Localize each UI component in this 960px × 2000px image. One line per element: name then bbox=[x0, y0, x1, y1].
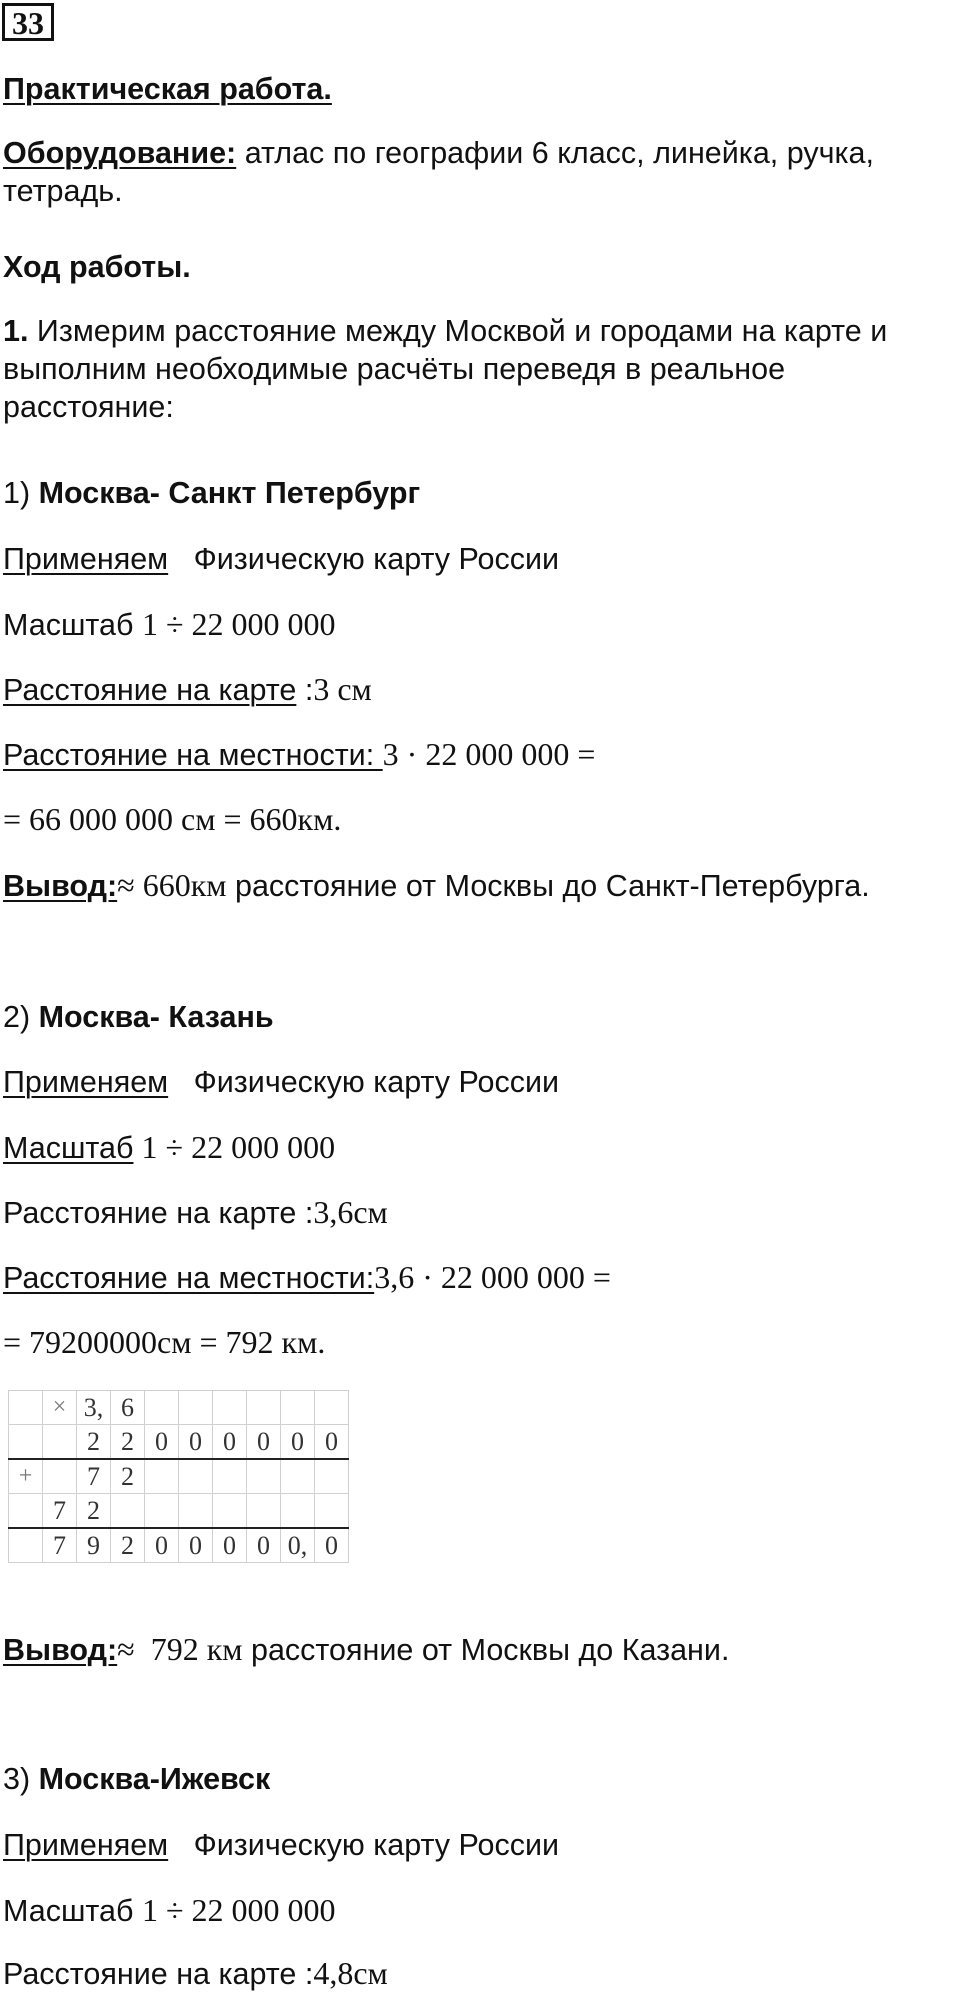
grid-cell bbox=[111, 1494, 145, 1529]
section-2-heading bbox=[3, 998, 954, 1036]
step-1-number: 1. bbox=[3, 314, 29, 348]
grid-cell bbox=[281, 1494, 315, 1529]
grid-cell bbox=[315, 1459, 349, 1494]
ground-distance-value: 3 · 22 000 000 = bbox=[382, 736, 596, 772]
grid-cell bbox=[179, 1459, 213, 1494]
step-1-text: Измерим расстояние между Москвой и городами на карте и выполним необходимые расчёты переведя в реальное расстояние: bbox=[3, 314, 888, 424]
grid-cell: 2 bbox=[77, 1494, 111, 1529]
apply-value: Физическую карту России bbox=[168, 1828, 560, 1862]
grid-cell: 0 bbox=[247, 1528, 281, 1563]
grid-cell: 0 bbox=[213, 1528, 247, 1563]
ground-distance-label: Расстояние на местности: bbox=[3, 1261, 375, 1295]
section-3-scale bbox=[3, 1891, 954, 1930]
section-1-apply bbox=[3, 540, 954, 578]
section-3-apply bbox=[3, 1826, 954, 1864]
scale-value: 1 ÷ 22 000 000 bbox=[141, 606, 336, 642]
grid-cell: 0 bbox=[315, 1528, 349, 1563]
section-1-title: Москва- Санкт Петербург bbox=[38, 476, 421, 510]
scale-label: Масштаб bbox=[3, 1894, 142, 1928]
task-number: 33 bbox=[2, 3, 54, 41]
column-multiplication bbox=[8, 1390, 349, 1563]
grid-cell bbox=[315, 1494, 349, 1529]
scale-label: Масштаб bbox=[3, 1131, 134, 1165]
scale-value: 1 ÷ 22 000 000 bbox=[141, 1892, 336, 1928]
equipment-text: атлас по географии 6 класс, линейка, ручка, тетрадь. bbox=[3, 136, 874, 208]
ground-distance-label: Расстояние на местности: bbox=[3, 738, 383, 772]
section-3-heading bbox=[3, 1760, 954, 1798]
grid-cell bbox=[281, 1459, 315, 1494]
ground-distance-value: 3,6 · 22 000 000 = bbox=[374, 1259, 611, 1295]
grid-cell bbox=[43, 1425, 77, 1460]
grid-cell bbox=[145, 1459, 179, 1494]
apply-label: Применяем bbox=[3, 1828, 169, 1862]
section-3-title: Москва-Ижевск bbox=[38, 1762, 271, 1796]
grid-cell: 7 bbox=[43, 1528, 77, 1563]
conclusion-math: ≈ 660км bbox=[117, 867, 227, 903]
section-1-scale bbox=[3, 605, 954, 644]
grid-cell: 2 bbox=[111, 1459, 145, 1494]
multiplication-grid bbox=[8, 1390, 349, 1563]
grid-cell bbox=[9, 1528, 43, 1563]
apply-label: Применяем bbox=[3, 542, 169, 576]
grid-cell bbox=[145, 1494, 179, 1529]
grid-cell: 7 bbox=[43, 1494, 77, 1529]
section-2-conclusion bbox=[3, 1630, 954, 1669]
map-distance-value: 3 см bbox=[313, 671, 372, 707]
section-2-title: Москва- Казань bbox=[38, 1000, 274, 1034]
grid-row bbox=[9, 1528, 349, 1563]
grid-cell: 0 bbox=[247, 1425, 281, 1460]
section-2-ground-distance bbox=[3, 1258, 954, 1297]
equipment-label: Оборудование: bbox=[3, 136, 237, 170]
grid-cell: 9 bbox=[77, 1528, 111, 1563]
section-1-conclusion bbox=[3, 866, 954, 905]
grid-cell: 0, bbox=[281, 1528, 315, 1563]
grid-cell bbox=[213, 1494, 247, 1529]
section-1-prefix: 1) bbox=[3, 476, 39, 510]
apply-value: Физическую карту России bbox=[168, 1065, 560, 1099]
map-distance-value: 3,6см bbox=[313, 1194, 388, 1230]
step-1 bbox=[3, 312, 954, 426]
grid-cell: 0 bbox=[145, 1425, 179, 1460]
section-1-map-distance bbox=[3, 670, 954, 709]
apply-label: Применяем bbox=[3, 1065, 169, 1099]
grid-cell bbox=[247, 1391, 281, 1425]
grid-cell bbox=[179, 1391, 213, 1425]
conclusion-text: расстояние от Москвы до Санкт-Петербурга. bbox=[226, 869, 870, 903]
work-title: Практическая работа. bbox=[3, 72, 332, 106]
section-1-result: = 66 000 000 см = 660км. bbox=[3, 801, 342, 837]
grid-cell bbox=[179, 1494, 213, 1529]
grid-cell bbox=[9, 1494, 43, 1529]
section-1-ground-distance bbox=[3, 735, 954, 774]
times-sign: × bbox=[43, 1391, 77, 1425]
plus-sign: + bbox=[9, 1459, 43, 1494]
map-distance-value: 4,8см bbox=[313, 1955, 388, 1991]
grid-cell bbox=[281, 1391, 315, 1425]
scale-label: Масштаб bbox=[3, 608, 142, 642]
section-2-result: = 79200000см = 792 км. bbox=[3, 1324, 326, 1360]
grid-cell bbox=[145, 1391, 179, 1425]
section-3-map-distance bbox=[3, 1954, 954, 1993]
grid-cell bbox=[9, 1425, 43, 1460]
grid-cell bbox=[43, 1459, 77, 1494]
conclusion-text: расстояние от Москвы до Казани. bbox=[242, 1633, 730, 1667]
grid-cell: 0 bbox=[179, 1425, 213, 1460]
grid-cell: 6 bbox=[111, 1391, 145, 1425]
map-distance-label: Расстояние на карте : bbox=[3, 1196, 314, 1230]
progress-heading: Ход работы. bbox=[3, 250, 191, 284]
grid-row bbox=[9, 1425, 349, 1460]
map-distance-label: Расстояние на карте bbox=[3, 673, 297, 707]
grid-cell bbox=[9, 1391, 43, 1425]
grid-cell bbox=[247, 1459, 281, 1494]
conclusion-label: Вывод: bbox=[3, 1633, 118, 1667]
grid-cell bbox=[213, 1459, 247, 1494]
grid-cell bbox=[247, 1494, 281, 1529]
grid-cell bbox=[213, 1391, 247, 1425]
conclusion-math: ≈ 792 км bbox=[117, 1631, 243, 1667]
section-3-prefix: 3) bbox=[3, 1762, 39, 1796]
grid-cell: 0 bbox=[179, 1528, 213, 1563]
grid-cell: 2 bbox=[77, 1425, 111, 1460]
apply-value: Физическую карту России bbox=[168, 542, 560, 576]
grid-cell: 0 bbox=[145, 1528, 179, 1563]
section-2-map-distance bbox=[3, 1193, 954, 1232]
section-1-heading bbox=[3, 474, 954, 512]
grid-cell bbox=[315, 1391, 349, 1425]
grid-row bbox=[9, 1459, 349, 1494]
conclusion-label: Вывод: bbox=[3, 869, 118, 903]
equipment-line bbox=[3, 134, 954, 210]
grid-row bbox=[9, 1391, 349, 1425]
grid-cell: 3, bbox=[77, 1391, 111, 1425]
scale-value: 1 ÷ 22 000 000 bbox=[133, 1129, 336, 1165]
map-distance-label: Расстояние на карте : bbox=[3, 1957, 314, 1991]
grid-cell: 7 bbox=[77, 1459, 111, 1494]
grid-cell: 0 bbox=[315, 1425, 349, 1460]
map-distance-sep: : bbox=[296, 673, 314, 707]
grid-cell: 0 bbox=[213, 1425, 247, 1460]
grid-row bbox=[9, 1494, 349, 1529]
section-2-prefix: 2) bbox=[3, 1000, 39, 1034]
section-2-scale bbox=[3, 1128, 954, 1167]
grid-cell: 0 bbox=[281, 1425, 315, 1460]
section-2-apply bbox=[3, 1063, 954, 1101]
grid-cell: 2 bbox=[111, 1425, 145, 1460]
grid-cell: 2 bbox=[111, 1528, 145, 1563]
